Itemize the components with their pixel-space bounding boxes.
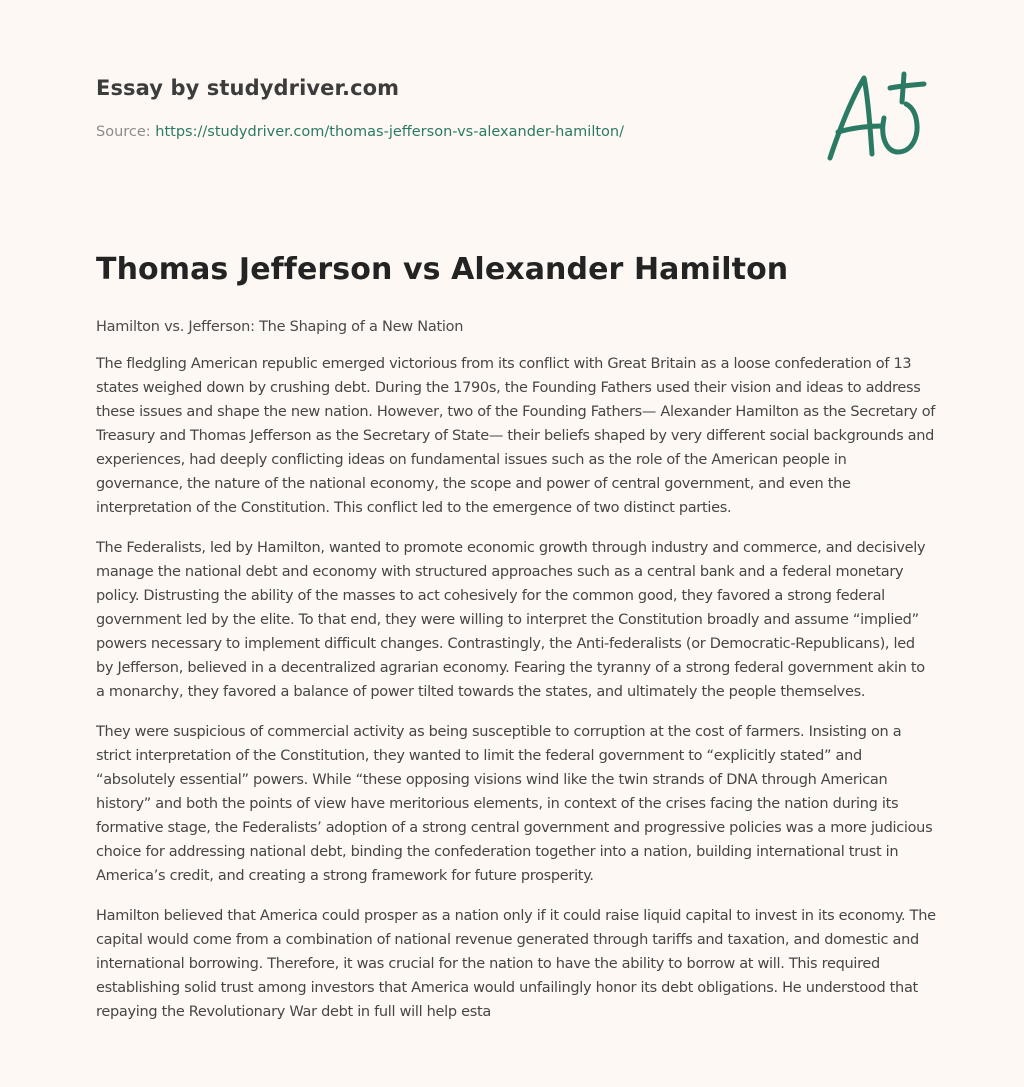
essay-body [96, 316, 936, 1040]
source-label: Source: [96, 124, 151, 140]
essay-paragraph: Hamilton believed that America could prosper as a nation only if it could raise liquid capital to invest in its economy. The capital would come from a combination of national revenue generated through tariffs and taxation, and domestic and international borrowing. Therefore, it was crucial for the nation to have the ability to borrow at will. This required establishing solid trust among investors that America would unfailingly honor its debt obligations. He understood that repaying the Revolutionary War debt in full will help esta [96, 908, 936, 1020]
essay-subtitle: Hamilton vs. Jefferson: The Shaping of a New Nation [96, 319, 464, 335]
source-link[interactable]: https://studydriver.com/thomas-jefferson-vs-alexander-hamilton/ [155, 124, 624, 140]
essay-paragraph: They were suspicious of commercial activity as being susceptible to corruption at the cost of farmers. Insisting on a strict interpretation of the Constitution, they wanted to limit the federal government to “explicitly stated” and “absolutely essential” powers. While “these opposing visions wind like the twin strands of DNA through American history” and both the points of view have meritorious elements, in context of the crises facing the nation during its formative stage, the Federalists’ adoption of a strong central government and progressive policies was a more judicious choice for addressing national debt, binding the confederation together into a nation, building international trust in America’s credit, and creating a strong framework for future prosperity. [96, 724, 933, 884]
essay-title: Thomas Jefferson vs Alexander Hamilton [96, 252, 789, 287]
a-plus-grade-icon [820, 68, 930, 164]
source-line [96, 124, 624, 140]
essay-paragraph: The fledgling American republic emerged victorious from its conflict with Great Britain as a loose confederation of 13 states weighed down by crushing debt. During the 1790s, the Founding Fathers used their vision and ideas to address these issues and shape the new nation. However, two of the Founding Fathers— Alexander Hamilton as the Secretary of Treasury and Thomas Jefferson as the Secretary of State— their beliefs shaped by very different social backgrounds and experiences, had deeply conflicting ideas on fundamental issues such as the role of the American people in governance, the nature of the national economy, the scope and power of central government, and even the interpretation of the Constitution. This conflict led to the emergence of two distinct parties. [96, 356, 936, 516]
essay-paragraph: The Federalists, led by Hamilton, wanted to promote economic growth through industry and commerce, and decisively manage the national debt and economy with structured approaches such as a central bank and a federal monetary policy. Distrusting the ability of the masses to act cohesively for the common good, they favored a strong federal government led by the elite. To that end, they were willing to interpret the Constitution broadly and assume “implied” powers necessary to implement difficult changes. Contrastingly, the Anti-federalists (or Democratic-Republicans), led by Jefferson, believed in a decentralized agrarian economy. Fearing the tyranny of a strong federal government akin to a monarchy, they favored a balance of power tilted towards the states, and ultimately the people themselves. [96, 540, 926, 700]
site-brand: Essay by studydriver.com [96, 76, 400, 100]
